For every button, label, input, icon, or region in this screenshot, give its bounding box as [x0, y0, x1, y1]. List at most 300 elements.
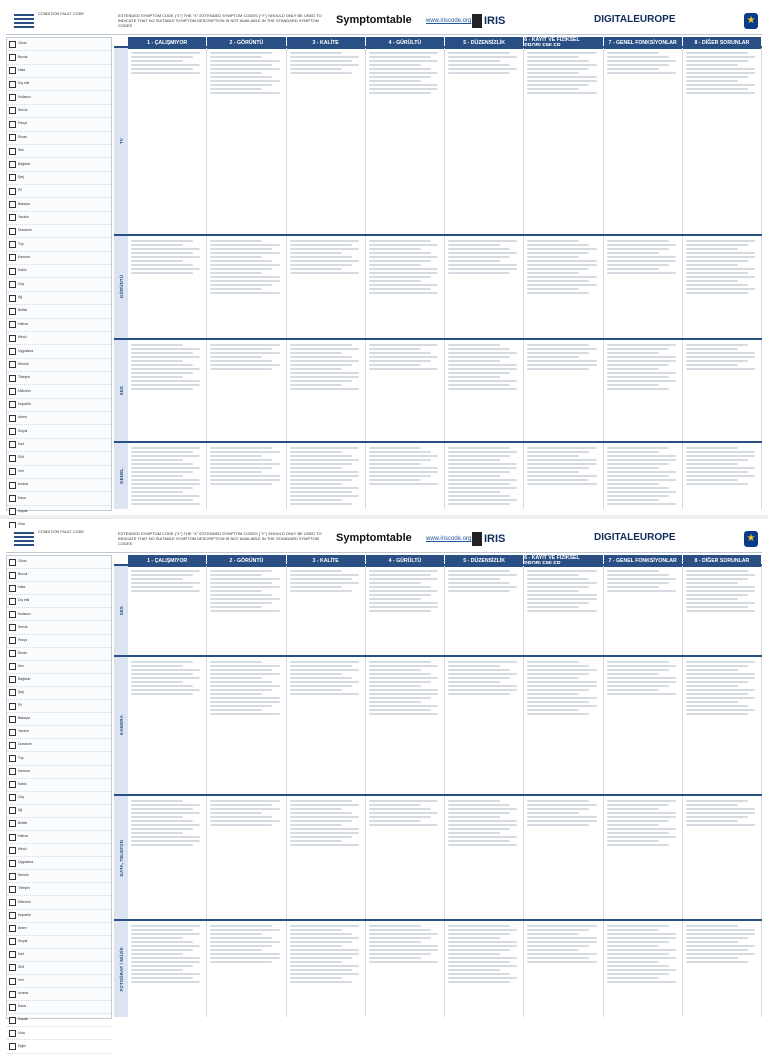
legend-item-label: Kullanıcı [18, 94, 32, 99]
symptom-entry [210, 677, 262, 679]
symptom-entry [210, 360, 272, 362]
symptom-entry [448, 816, 500, 818]
symptom-entry [686, 598, 738, 600]
symptom-entry [686, 288, 755, 290]
checkbox-icon [9, 729, 16, 736]
symptom-entry [290, 372, 359, 374]
symptom-entry [448, 804, 510, 806]
symptom-entry [607, 689, 659, 691]
symptom-entry [369, 661, 431, 663]
symptom-entry [607, 836, 676, 838]
symptom-entry [607, 965, 669, 967]
symptom-entry [131, 467, 200, 469]
checkbox-icon [9, 335, 16, 342]
symptom-entry [527, 820, 596, 822]
symptom-entry [131, 256, 200, 258]
symptom-cell [604, 236, 683, 337]
checkbox-icon [9, 375, 16, 382]
symptom-cell [445, 236, 524, 337]
symptom-entry [607, 72, 676, 74]
symptom-entry [290, 268, 342, 270]
symptom-entry [527, 348, 596, 350]
legend-item [7, 726, 111, 739]
checkbox-icon [9, 482, 16, 489]
legend-item-label: SIM [18, 965, 25, 970]
symptom-entry [131, 68, 193, 70]
column-header: 7 - GENEL FONKSİYONLAR [604, 555, 683, 567]
symptom-entry [369, 447, 421, 449]
symptom-entry [290, 661, 359, 663]
eu-flag-icon: ★ [744, 531, 758, 547]
symptom-entry [131, 800, 183, 802]
symptom-entry [527, 344, 589, 346]
symptom-entry [686, 681, 748, 683]
legend-item-label: Güç [18, 281, 25, 286]
column-header: 2 - GÖRÜNTÜ [207, 37, 286, 49]
symptom-entry [369, 812, 438, 814]
symptom-entry [131, 471, 193, 473]
legend-item-label: Diğer [18, 1043, 27, 1048]
legend-item-label: Anten [18, 925, 27, 930]
symptom-entry [448, 384, 510, 386]
legend-item-label: Kullanıcı [18, 611, 32, 616]
symptom-entry [686, 820, 738, 822]
symptom-entry [369, 590, 438, 592]
symptom-entry [607, 260, 676, 262]
legend-item-label: Şarj [18, 174, 25, 179]
symptom-entry [369, 463, 421, 465]
symptom-entry [290, 693, 359, 695]
symptom-entry [607, 388, 669, 390]
symptom-entry [607, 455, 676, 457]
symptom-entry [607, 570, 659, 572]
symptom-entry [607, 808, 659, 810]
symptom-entry [290, 669, 359, 671]
symptom-entry [527, 260, 596, 262]
symptom-entry [448, 252, 517, 254]
symptom-entry [686, 467, 755, 469]
legend-item [7, 265, 111, 278]
symptom-entry [131, 582, 200, 584]
legend-item [7, 975, 111, 988]
symptom-entry [131, 945, 200, 947]
symptom-cell [604, 796, 683, 919]
symptom-entry [527, 594, 596, 596]
symptom-entry [527, 661, 579, 663]
legend-item-label: Mikrofon [18, 899, 32, 904]
symptom-entry [527, 467, 589, 469]
symptom-entry [131, 244, 183, 246]
symptom-cell [128, 443, 207, 509]
legend-item [7, 78, 111, 91]
symptom-entry [448, 447, 510, 449]
eu-flag-icon: ★ [744, 13, 758, 29]
symptom-entry [607, 925, 669, 927]
legend-item [7, 582, 111, 595]
symptom-entry [131, 578, 183, 580]
symptom-entry [527, 598, 596, 600]
symptom-entry [369, 606, 438, 608]
column-header: 6 - KAYIT VE FİZİKSEL PROBLEMLER [524, 555, 603, 567]
legend-item [7, 556, 111, 569]
symptom-entry [290, 360, 359, 362]
page-title: Symptomtable [336, 14, 412, 26]
symptom-entry [527, 64, 596, 66]
section-label-text: KAMERA [118, 715, 124, 736]
symptom-cell [287, 657, 366, 794]
legend-item-label: Parça [18, 637, 27, 642]
symptom-entry [686, 459, 748, 461]
symptom-entry [131, 451, 193, 453]
symptom-entry [131, 953, 183, 955]
symptom-entry [290, 487, 359, 489]
legend-item [7, 844, 111, 857]
symptom-entry [607, 957, 676, 959]
symptom-entry [686, 594, 748, 596]
symptom-entry [607, 364, 669, 366]
symptom-entry [290, 344, 352, 346]
website-link[interactable]: www.iriscode.org [426, 536, 472, 542]
symptom-entry [290, 380, 352, 382]
symptom-cell [604, 340, 683, 441]
section-label [114, 443, 128, 509]
symptom-entry [369, 669, 421, 671]
symptom-cell [287, 796, 366, 919]
checkbox-icon [9, 254, 16, 261]
symptom-entry [448, 590, 510, 592]
symptom-entry [210, 937, 272, 939]
symptom-entry [210, 344, 279, 346]
symptom-entry [448, 491, 500, 493]
checkbox-icon [9, 951, 16, 958]
symptom-entry [369, 84, 438, 86]
symptom-entry [131, 491, 183, 493]
symptom-entry [369, 961, 438, 963]
symptom-entry [210, 665, 279, 667]
legend-item [7, 831, 111, 844]
legend-item-label: Bellek [18, 821, 28, 826]
symptom-entry [210, 689, 272, 691]
symptom-entry [607, 840, 659, 842]
symptom-entry [448, 52, 510, 54]
symptom-cell [287, 566, 366, 655]
symptom-entry [527, 677, 579, 679]
symptom-entry [290, 965, 359, 967]
symptom-entry [448, 483, 510, 485]
section-label-text: SES [118, 605, 124, 615]
symptom-entry [448, 499, 517, 501]
legend-item-label: Veri [18, 978, 24, 983]
legend-item-label: Ağ [18, 295, 23, 300]
symptom-entry [448, 459, 500, 461]
symptom-entry [686, 961, 748, 963]
symptom-entry [686, 344, 748, 346]
symptom-entry [527, 697, 596, 699]
symptom-cell [604, 921, 683, 1017]
symptom-entry [210, 368, 272, 370]
legend-item-label: SIM [18, 455, 25, 460]
symptom-entry [607, 244, 676, 246]
checkbox-icon [9, 321, 16, 328]
symptom-entry [448, 248, 510, 250]
symptom-entry [210, 264, 279, 266]
symptom-entry [527, 949, 579, 951]
symptom-entry [210, 272, 262, 274]
symptom-entry [210, 949, 262, 951]
symptom-entry [369, 713, 438, 715]
symptom-entry [527, 84, 589, 86]
checkbox-icon [9, 228, 16, 235]
legend-item [7, 792, 111, 805]
symptom-entry [210, 364, 279, 366]
symptom-entry [131, 804, 200, 806]
symptom-entry [686, 590, 755, 592]
symptom-entry [448, 60, 500, 62]
symptom-entry [527, 288, 579, 290]
symptom-cell [287, 236, 366, 337]
symptom-entry [527, 360, 596, 362]
symptom-entry [131, 272, 193, 274]
symptom-entry [686, 953, 755, 955]
symptom-entry [448, 368, 517, 370]
symptom-cell [445, 921, 524, 1017]
symptom-entry [210, 451, 279, 453]
symptom-entry [131, 463, 193, 465]
checkbox-icon [9, 650, 16, 657]
checkbox-icon [9, 308, 16, 315]
symptom-entry [131, 503, 200, 505]
symptom-entry [448, 344, 500, 346]
legend-item-label: Kablo [18, 268, 27, 273]
symptom-entry [210, 475, 279, 477]
section-row [114, 338, 762, 441]
legend-item-label: Bozuk [18, 54, 28, 59]
legend-item-label: Isınma [18, 991, 29, 996]
symptom-entry [527, 463, 596, 465]
symptom-entry [210, 693, 262, 695]
symptom-entry [210, 288, 262, 290]
legend-item [7, 752, 111, 765]
symptom-entry [131, 72, 200, 74]
legend-item-label: Cihaz [18, 559, 27, 564]
symptom-entry [290, 352, 342, 354]
symptom-entry [210, 459, 272, 461]
symptom-entry [210, 52, 272, 54]
symptom-entry [369, 272, 438, 274]
symptom-entry [290, 376, 359, 378]
checkbox-icon [9, 1004, 16, 1011]
symptom-entry [607, 590, 676, 592]
symptom-entry [369, 467, 438, 469]
symptom-cell [366, 921, 445, 1017]
legend-item [7, 713, 111, 726]
symptom-entry [210, 685, 279, 687]
symptom-entry [527, 80, 596, 82]
checkbox-icon [9, 361, 16, 368]
legend-item [7, 185, 111, 198]
checkbox-icon [9, 107, 16, 114]
symptom-cell [524, 443, 603, 509]
symptom-entry [290, 953, 359, 955]
legend-item-label: Hoparlör [18, 912, 32, 917]
legend-item-label: Uygulama [18, 860, 34, 865]
section-label [114, 340, 128, 441]
legend-item [7, 739, 111, 752]
symptom-entry [131, 380, 200, 382]
symptom-entry [290, 68, 342, 70]
symptom-entry [290, 586, 342, 588]
section-row [114, 234, 762, 337]
symptom-entry [131, 661, 193, 663]
legend-item [7, 492, 111, 505]
symptom-entry [210, 471, 262, 473]
symptom-entry [210, 240, 262, 242]
symptom-entry [448, 840, 510, 842]
symptom-entry [448, 685, 517, 687]
symptom-entry [290, 264, 352, 266]
checkbox-icon [9, 912, 16, 919]
symptom-entry [369, 92, 431, 94]
symptom-entry [369, 256, 438, 258]
symptom-entry [290, 828, 359, 830]
symptom-entry [369, 681, 431, 683]
symptom-entry [448, 812, 510, 814]
symptom-entry [210, 661, 262, 663]
symptom-entry [210, 800, 279, 802]
symptom-entry [607, 586, 659, 588]
symptom-entry [686, 586, 755, 588]
symptom-entry [686, 816, 748, 818]
symptom-entry [448, 689, 517, 691]
checkbox-icon [9, 201, 16, 208]
symptom-entry [448, 937, 500, 939]
symptom-entry [686, 364, 738, 366]
symptom-entry [131, 348, 200, 350]
column-header: 8 - DİĞER SORUNLAR [683, 555, 762, 567]
legend-item-label: Hafıza [18, 321, 28, 326]
symptom-entry [448, 479, 517, 481]
legend-item [7, 700, 111, 713]
symptom-entry [607, 268, 659, 270]
checkbox-icon [9, 716, 16, 723]
symptom-entry [527, 451, 589, 453]
symptom-entry [369, 598, 421, 600]
symptom-entry [210, 578, 279, 580]
section-row [114, 46, 762, 234]
symptom-entry [369, 260, 431, 262]
legend-item-label: Vida [18, 522, 25, 527]
legend-item [7, 779, 111, 792]
symptom-entry [131, 844, 193, 846]
symptom-entry [210, 467, 272, 469]
symptom-entry [131, 836, 200, 838]
symptom-entry [448, 376, 500, 378]
symptom-entry [448, 808, 517, 810]
legend-item-label: Titreşim [18, 886, 30, 891]
legend-item [7, 359, 111, 372]
symptom-entry [290, 673, 342, 675]
symptom-cell [366, 48, 445, 234]
checkbox-icon [9, 495, 16, 502]
symptom-entry [448, 941, 517, 943]
symptom-entry [290, 804, 359, 806]
website-link[interactable]: www.iriscode.org [426, 18, 472, 24]
symptom-entry [210, 244, 279, 246]
symptom-entry [369, 570, 438, 572]
legend-item-label: Tuş [18, 755, 24, 760]
legend-item [7, 766, 111, 779]
symptom-entry [527, 240, 579, 242]
legend-item-label: Bağlantı [18, 676, 31, 681]
symptom-entry [448, 828, 510, 830]
symptom-entry [686, 260, 748, 262]
symptom-entry [527, 272, 579, 274]
symptom-entry [686, 447, 738, 449]
symptom-entry [290, 260, 359, 262]
symptom-entry [131, 828, 193, 830]
legend-item [7, 172, 111, 185]
legend-item-label: Şarj [18, 690, 25, 695]
symptom-entry [527, 284, 596, 286]
symptom-entry [369, 60, 438, 62]
symptom-cell [683, 48, 762, 234]
symptom-entry [527, 689, 589, 691]
symptom-cell [445, 657, 524, 794]
symptom-entry [290, 256, 352, 258]
legend-item [7, 412, 111, 425]
symptom-entry [290, 272, 359, 274]
symptom-entry [210, 812, 262, 814]
symptom-entry [131, 240, 193, 242]
legend-item [7, 252, 111, 265]
symptom-entry [369, 72, 438, 74]
checkbox-icon [9, 1030, 16, 1037]
symptom-entry [210, 590, 262, 592]
legend-item [7, 158, 111, 171]
legend-item [7, 949, 111, 962]
checkbox-icon [9, 624, 16, 631]
symptom-entry [369, 264, 421, 266]
symptom-entry [448, 820, 517, 822]
symptom-entry [131, 487, 193, 489]
legend-item [7, 425, 111, 438]
symptom-entry [369, 925, 421, 927]
symptom-entry [131, 356, 200, 358]
symptom-entry [290, 495, 359, 497]
symptom-entry [448, 487, 517, 489]
symptom-entry [686, 356, 755, 358]
symptom-entry [290, 957, 352, 959]
symptom-entry [527, 713, 589, 715]
legend-item [7, 1014, 111, 1027]
legend-text: CONDITION FAULT CODE [38, 12, 84, 16]
symptom-entry [527, 701, 589, 703]
checkbox-icon [9, 860, 16, 867]
symptom-entry [686, 808, 755, 810]
symptom-entry [527, 60, 589, 62]
symptom-entry [607, 495, 669, 497]
symptom-entry [369, 479, 421, 481]
symptom-entry [369, 56, 431, 58]
symptom-entry [369, 578, 438, 580]
symptom-entry [527, 590, 579, 592]
legend-item [7, 439, 111, 452]
legend-item [7, 385, 111, 398]
symptom-entry [686, 252, 755, 254]
symptom-entry [369, 949, 438, 951]
legend-item [7, 105, 111, 118]
symptom-entry [686, 248, 738, 250]
